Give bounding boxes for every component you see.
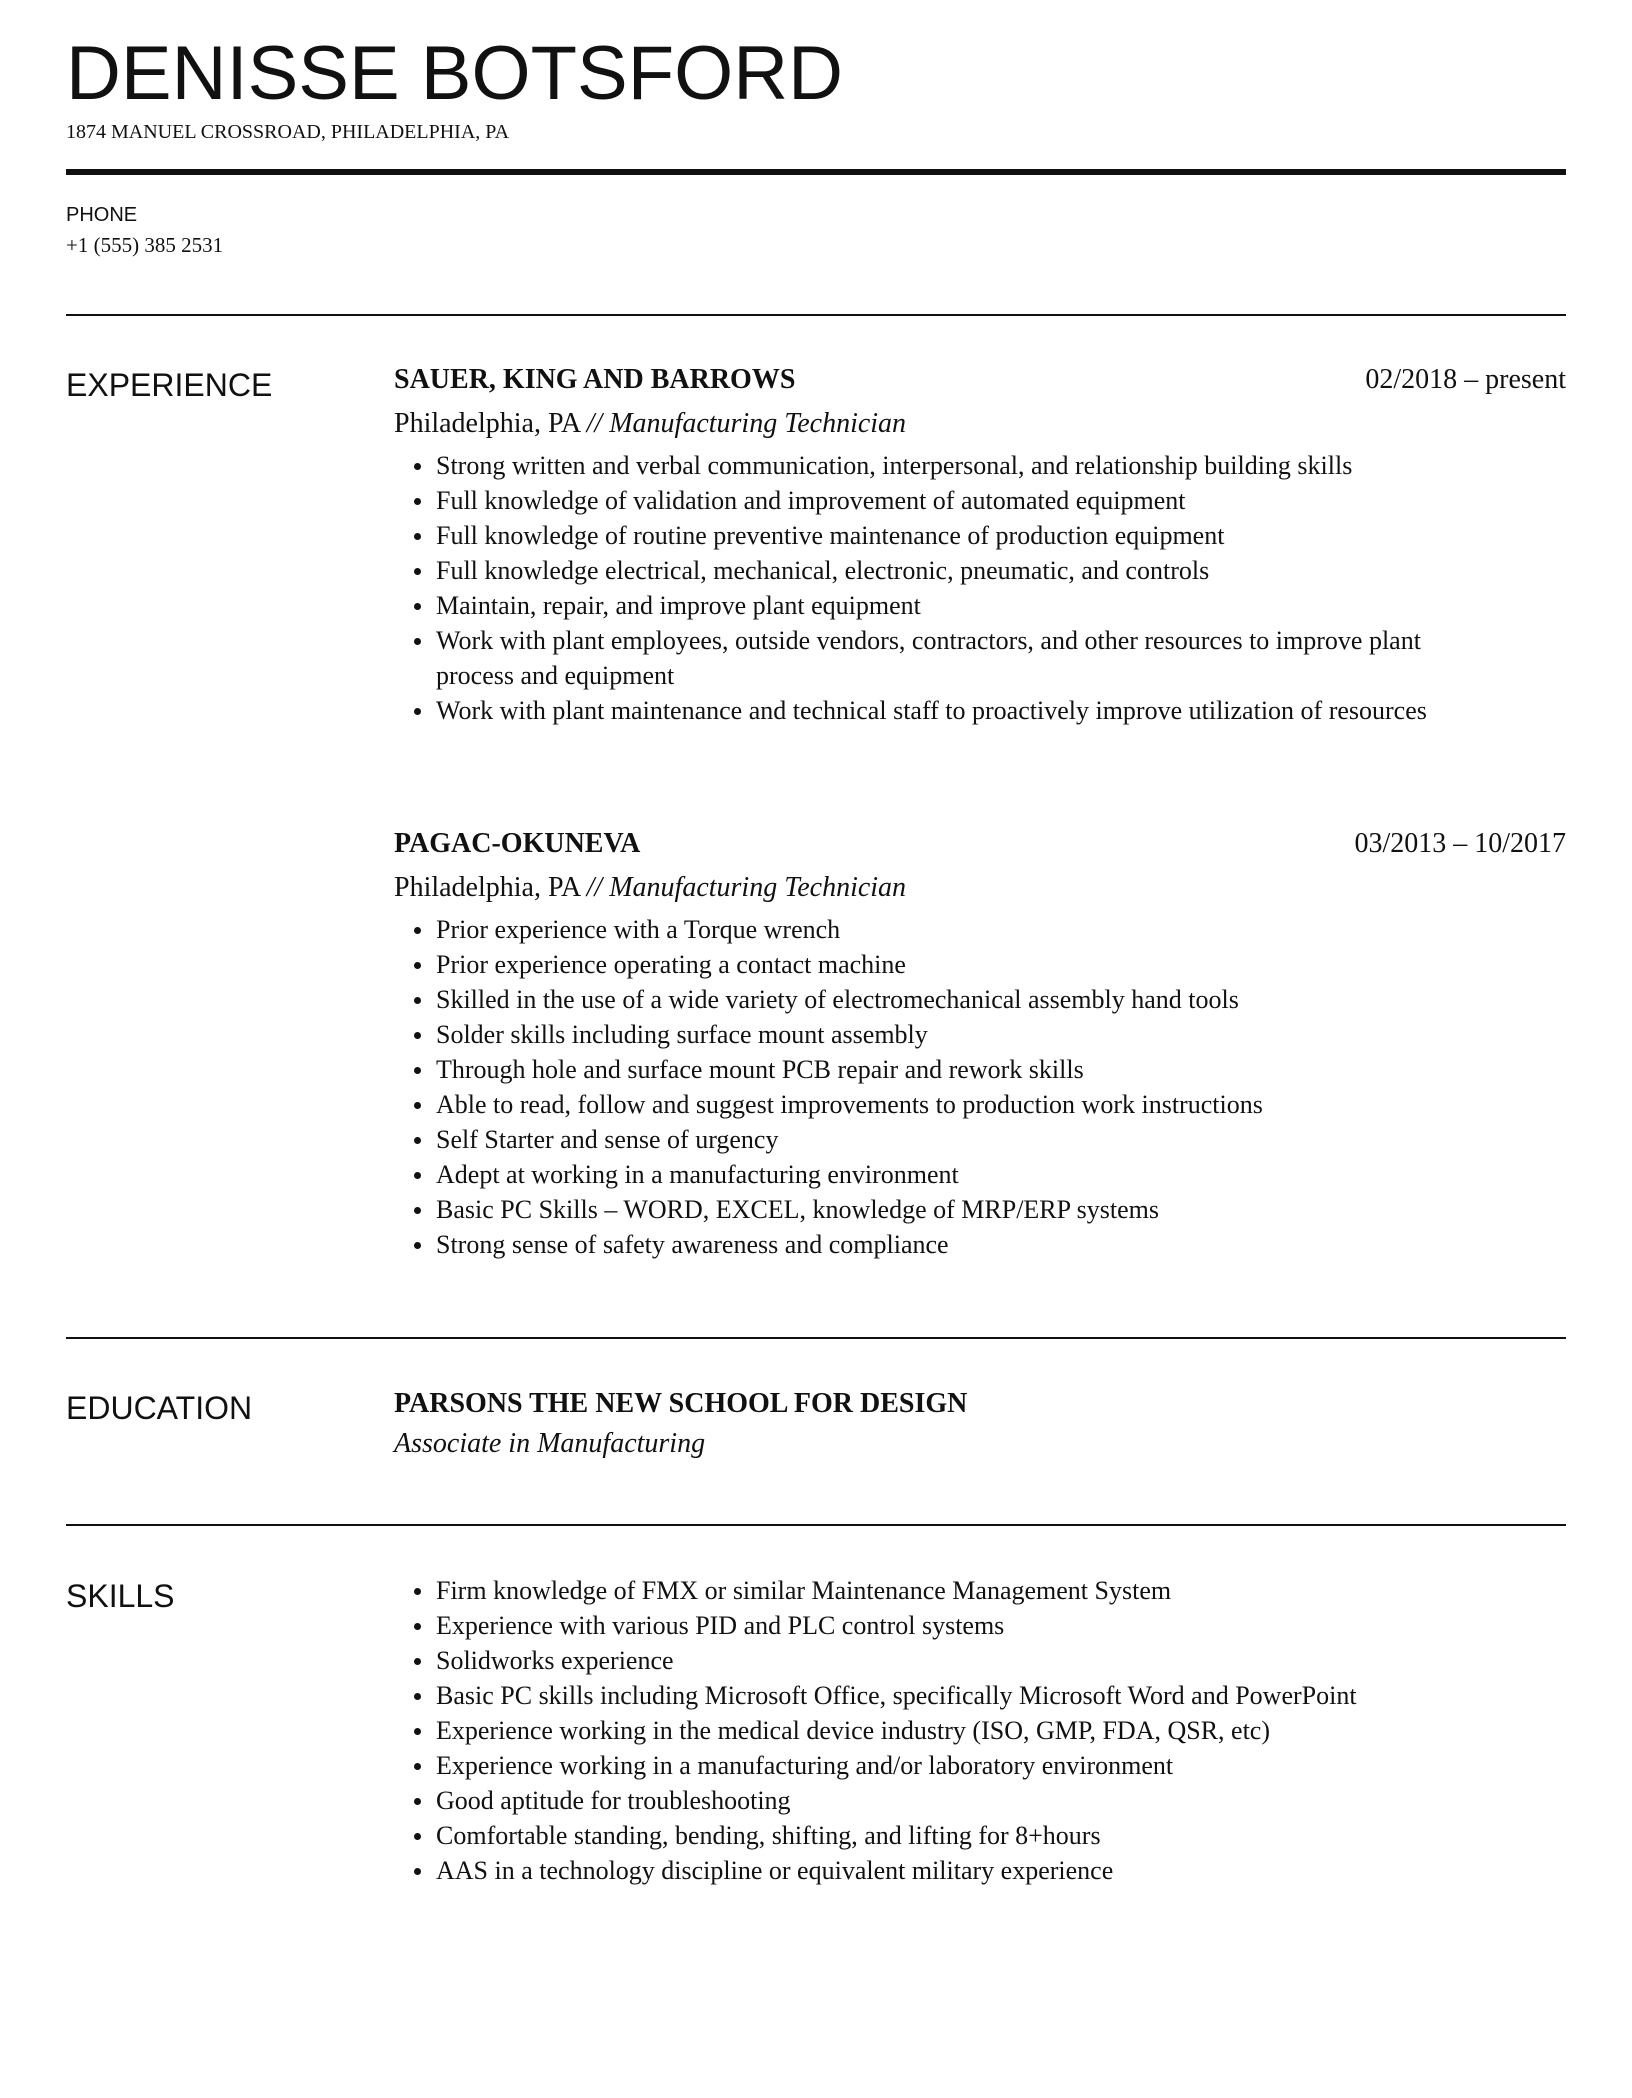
list-item [394,1818,1486,1853]
bullet-icon [414,997,421,1004]
bullet-text: Work with plant maintenance and technical staff to proactively improve utilization of resources [436,696,1427,725]
candidate-address: 1874 MANUEL CROSSROAD, PHILADELPHIA, PA [66,121,510,143]
bullet-icon [414,1798,421,1805]
bullet-icon [414,1067,421,1074]
job-location: Philadelphia, PA [394,408,580,439]
job-bullet-list [394,448,1566,728]
bullet-text: Basic PC Skills – WORD, EXCEL, knowledge of MRP/ERP systems [436,1195,1159,1224]
list-item [394,1678,1486,1713]
header-divider [66,169,1566,175]
list-item [394,1643,1486,1678]
skill-text: Good aptitude for troubleshooting [436,1786,791,1815]
school-name: PARSONS THE NEW SCHOOL FOR DESIGN [394,1388,968,1419]
list-item [394,947,1486,982]
bullet-text: Full knowledge electrical, mechanical, electronic, pneumatic, and controls [436,556,1210,585]
bullet-icon [414,533,421,540]
bullet-icon [414,603,421,610]
skill-text: Comfortable standing, bending, shifting, and lifting for 8+hours [436,1821,1101,1850]
degree-name: Associate in Manufacturing [394,1428,706,1459]
list-item [394,1192,1486,1227]
bullet-icon [414,1207,421,1214]
list-item [394,1157,1486,1192]
job-location: Philadelphia, PA [394,872,580,903]
bullet-text: Strong sense of safety awareness and compliance [436,1230,949,1259]
bullet-icon [414,1728,421,1735]
job-dates: 02/2018 – present [1365,364,1566,395]
bullet-icon [414,1833,421,1840]
list-item [394,1853,1486,1888]
bullet-icon [414,1242,421,1249]
list-item [394,518,1486,553]
bullet-icon [414,708,421,715]
list-item [394,1052,1486,1087]
phone-number: +1 (555) 385 2531 [66,233,224,257]
skill-text: Experience with various PID and PLC control systems [436,1611,1005,1640]
bullet-text: Solder skills including surface mount assembly [436,1020,928,1049]
job-bullet-list [394,912,1566,1262]
bullet-icon [414,498,421,505]
skill-text: AAS in a technology discipline or equivalent military experience [436,1856,1114,1885]
list-item [394,1017,1486,1052]
job-role: Manufacturing Technician [609,408,907,439]
bullet-text: Prior experience operating a contact machine [436,950,906,979]
bullet-text: Strong written and verbal communication, interpersonal, and relationship building skills [436,451,1353,480]
list-item [394,1122,1486,1157]
job-entry [394,364,1566,728]
bullet-text: Work with plant employees, outside vendors, contractors, and other resources to improve plant process and equipment [436,626,1421,690]
skill-text: Experience working in the medical device industry (ISO, GMP, FDA, QSR, etc) [436,1716,1271,1745]
bullet-text: Adept at working in a manufacturing environment [436,1160,959,1189]
list-item [394,588,1486,623]
job-entry [394,828,1566,1262]
bullet-icon [414,568,421,575]
job-header [394,364,1566,404]
job-subline [394,404,1566,444]
bullet-text: Full knowledge of validation and improvement of automated equipment [436,486,1186,515]
skills-list [394,1573,1566,1888]
section-divider [66,1337,1566,1339]
bullet-text: Through hole and surface mount PCB repair and rework skills [436,1055,1084,1084]
phone-label: PHONE [66,204,138,226]
bullet-text: Able to read, follow and suggest improvements to production work instructions [436,1090,1263,1119]
candidate-name: DENISSE BOTSFORD [66,31,843,116]
list-item [394,553,1486,588]
job-subline [394,868,1566,908]
list-item [394,448,1486,483]
bullet-icon [414,1102,421,1109]
bullet-text: Maintain, repair, and improve plant equipment [436,591,921,620]
company-name: SAUER, KING AND BARROWS [394,364,796,395]
bullet-icon [414,1693,421,1700]
bullet-icon [414,962,421,969]
list-item [394,1087,1486,1122]
list-item [394,1783,1486,1818]
bullet-icon [414,1623,421,1630]
bullet-icon [414,463,421,470]
bullet-icon [414,1137,421,1144]
bullet-icon [414,1868,421,1875]
list-item [394,483,1486,518]
bullet-icon [414,1763,421,1770]
list-item [394,1608,1486,1643]
job-header [394,828,1566,868]
list-item [394,693,1486,728]
list-item [394,912,1486,947]
bullet-icon [414,1032,421,1039]
skill-text: Firm knowledge of FMX or similar Maintenance Management System [436,1576,1172,1605]
bullet-icon [414,1172,421,1179]
education-heading: EDUCATION [66,1390,253,1426]
bullet-text: Full knowledge of routine preventive maintenance of production equipment [436,521,1225,550]
job-role: Manufacturing Technician [609,872,907,903]
section-divider [66,1524,1566,1526]
company-name: PAGAC-OKUNEVA [394,828,641,859]
education-entry [394,1384,1566,1464]
list-item [394,1713,1486,1748]
list-item [394,623,1486,693]
job-separator: // [586,408,603,439]
section-divider [66,314,1566,316]
skills-entry [394,1573,1566,1888]
bullet-text: Skilled in the use of a wide variety of electromechanical assembly hand tools [436,985,1239,1014]
experience-heading: EXPERIENCE [66,367,273,403]
skills-heading: SKILLS [66,1578,175,1614]
list-item [394,1573,1486,1608]
bullet-icon [414,927,421,934]
job-separator: // [586,872,603,903]
skill-text: Solidworks experience [436,1646,674,1675]
list-item [394,1227,1486,1262]
skill-text: Experience working in a manufacturing and/or laboratory environment [436,1751,1174,1780]
bullet-icon [414,1588,421,1595]
list-item [394,1748,1486,1783]
job-dates: 03/2013 – 10/2017 [1354,828,1566,859]
bullet-icon [414,1658,421,1665]
bullet-text: Prior experience with a Torque wrench [436,915,841,944]
list-item [394,982,1486,1017]
bullet-text: Self Starter and sense of urgency [436,1125,779,1154]
skill-text: Basic PC skills including Microsoft Office, specifically Microsoft Word and PowerPoint [436,1681,1357,1710]
bullet-icon [414,638,421,645]
